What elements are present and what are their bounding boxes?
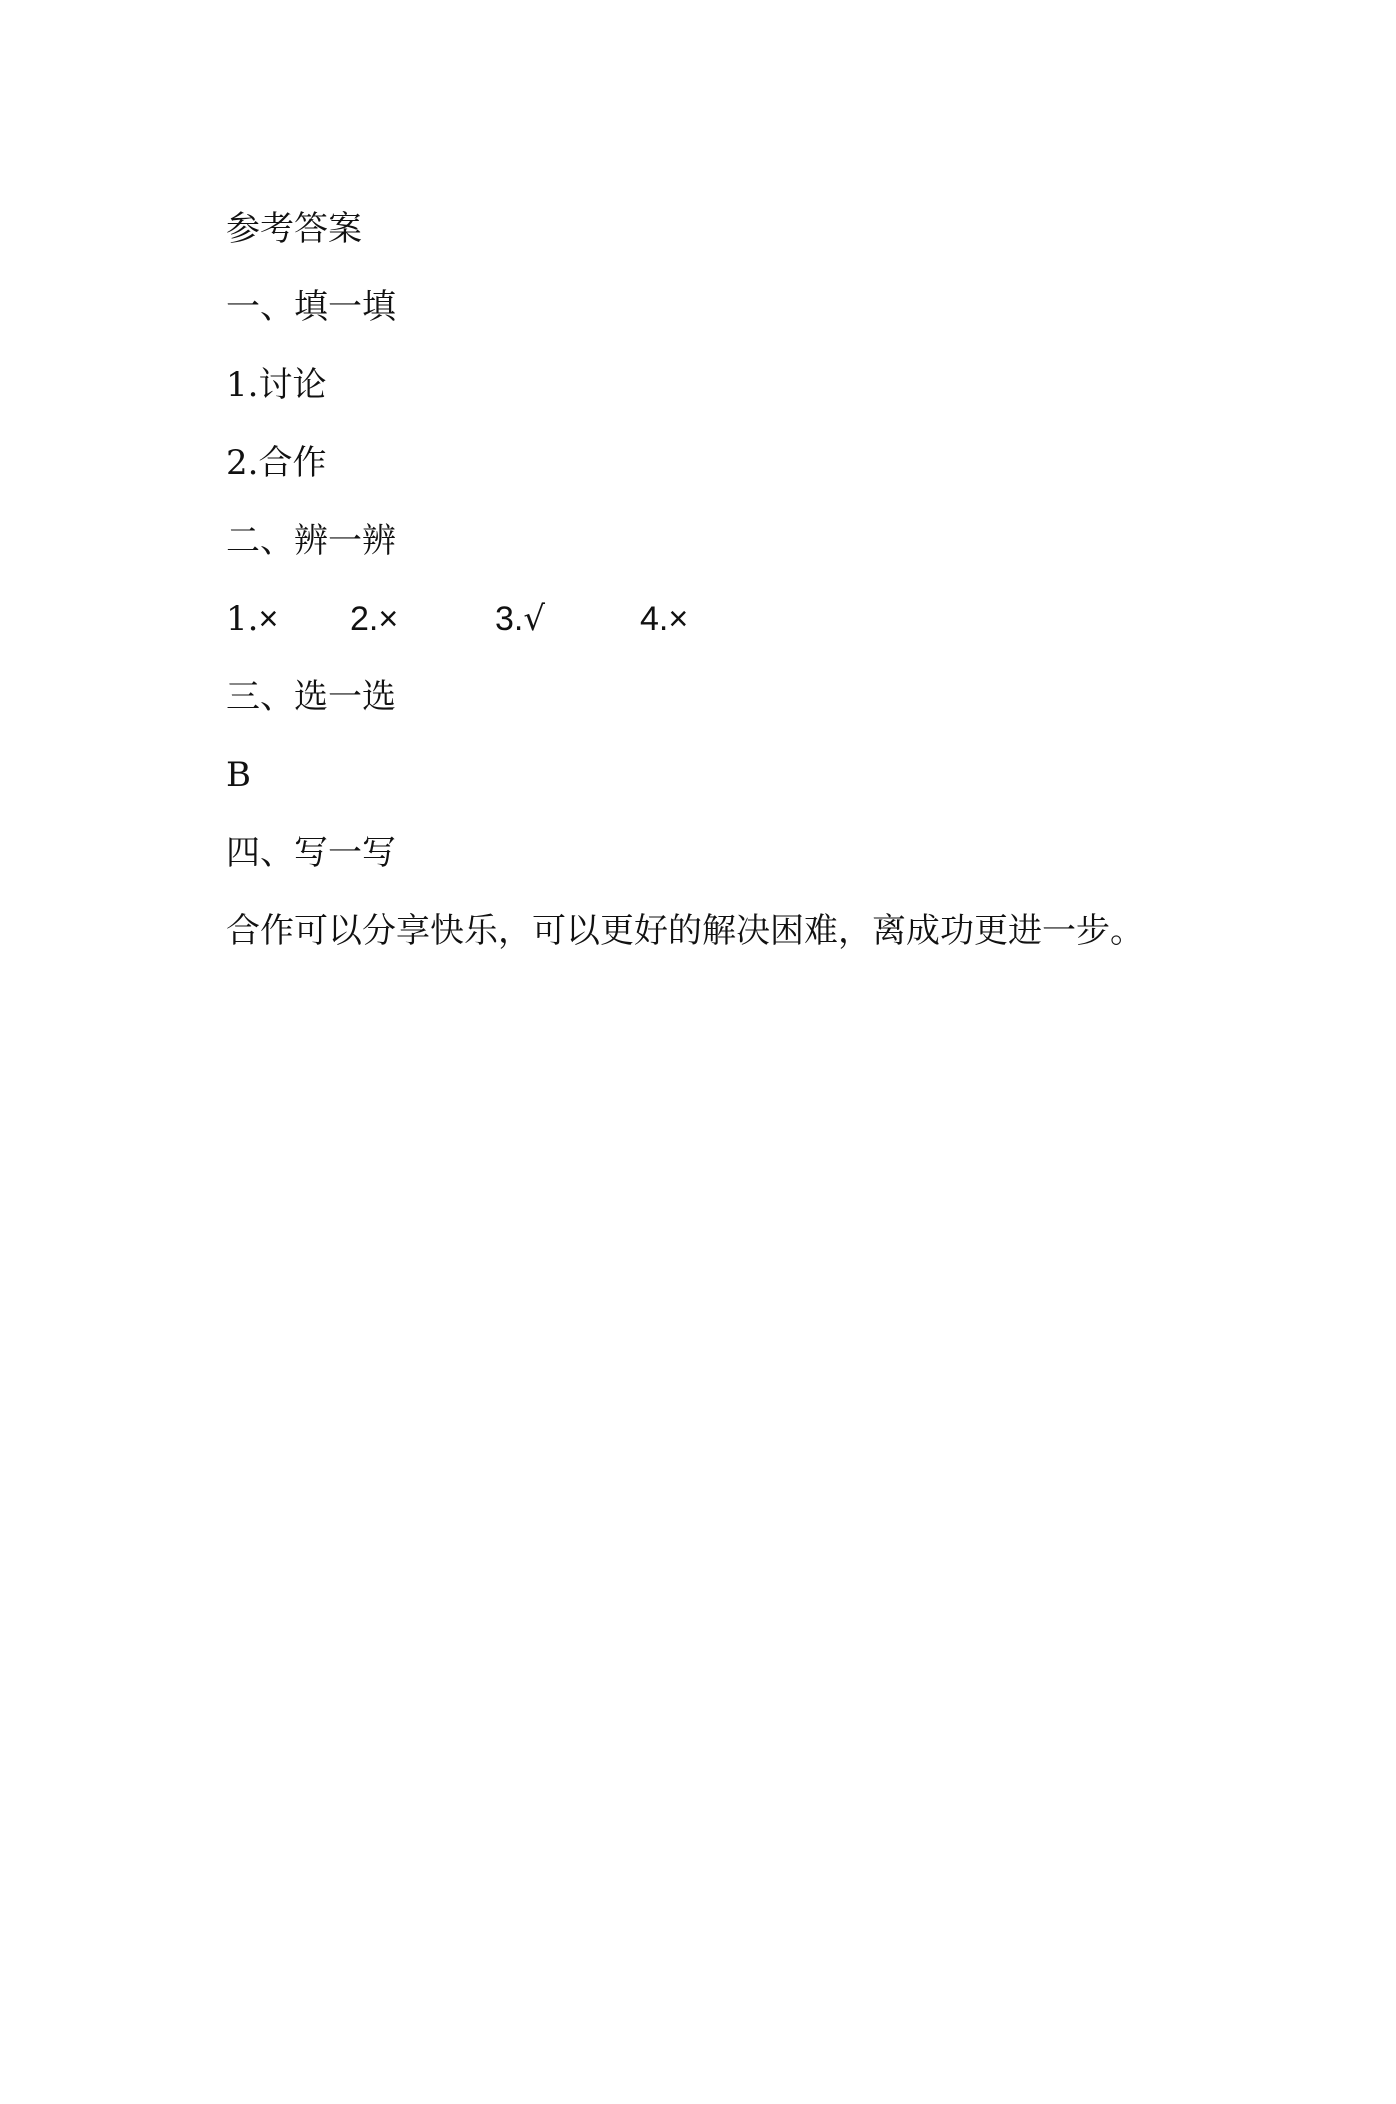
- answer-number: 3.: [495, 600, 524, 638]
- page-title: 参考答案: [226, 209, 362, 249]
- fill-in-answer-2: 2.合作: [226, 443, 327, 483]
- section-heading-true-false: 二、辨一辨: [226, 521, 396, 561]
- cross-mark-icon: ×: [668, 600, 689, 638]
- answer-key: [226, 190, 1226, 970]
- writing-answer: 合作可以分享快乐，可以更好的解决困难，离成功更进一步。: [226, 911, 1144, 951]
- true-false-answer-3: [495, 580, 640, 658]
- section-heading-multiple-choice: 三、选一选: [226, 677, 396, 717]
- answer-number: 1.: [226, 599, 259, 639]
- answer-number: 4.: [640, 600, 669, 638]
- fill-in-answer-1: 1.讨论: [226, 365, 327, 405]
- check-mark-icon: √: [523, 599, 546, 639]
- answer-number: 2.: [350, 600, 379, 638]
- cross-mark-icon: ×: [258, 600, 279, 638]
- section-heading-fill-in: 一、填一填: [226, 287, 396, 327]
- true-false-answers: [226, 580, 1226, 658]
- true-false-answer-4: [640, 580, 740, 658]
- multiple-choice-answer: B: [226, 755, 251, 795]
- section-heading-writing: 四、写一写: [226, 833, 396, 873]
- true-false-answer-1: [226, 580, 350, 658]
- cross-mark-icon: ×: [378, 600, 399, 638]
- true-false-answer-2: [350, 580, 495, 658]
